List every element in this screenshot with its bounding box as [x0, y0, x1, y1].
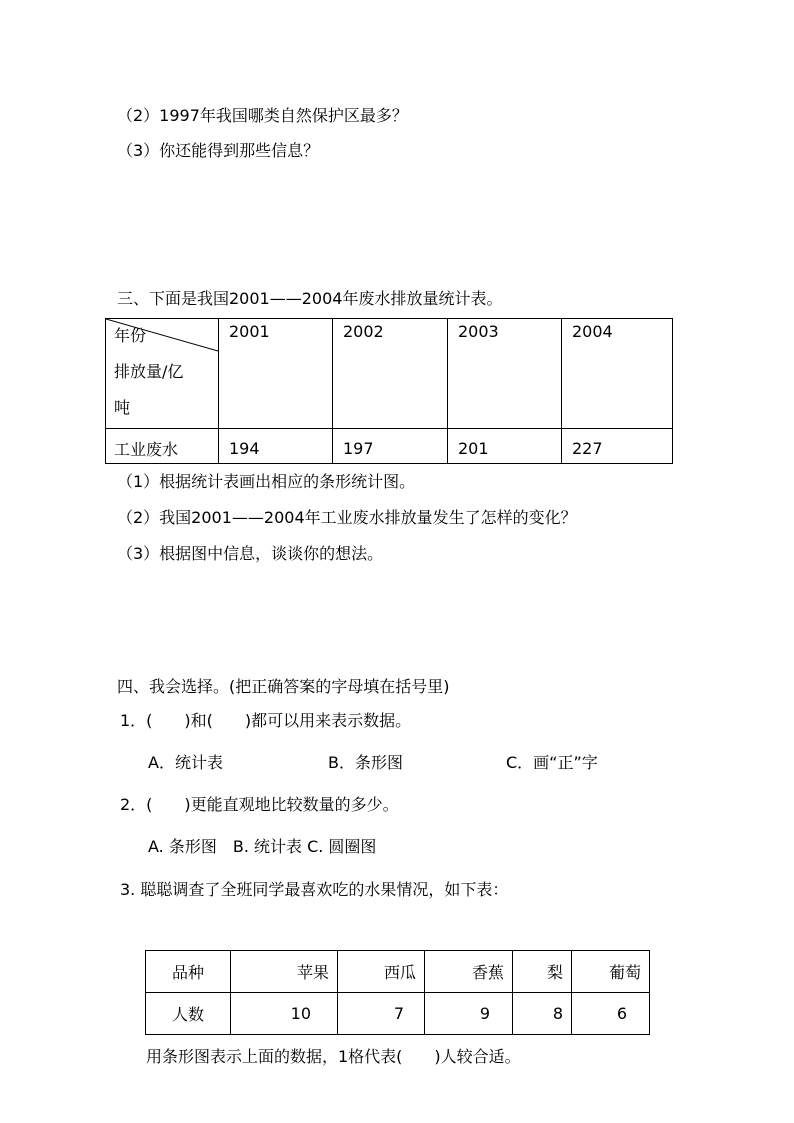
count-cell: 6 — [572, 993, 650, 1035]
section-3-title: 三、下面是我国2001——2004年废水排放量统计表。 — [117, 289, 503, 308]
question-2-2: （2）1997年我国哪类自然保护区最多？ — [117, 106, 408, 125]
row-label: 工业废水 — [106, 429, 219, 464]
header-label: 品种 — [146, 951, 231, 993]
fruit-table — [145, 950, 650, 1035]
question-4-2: 2．( )更能直观地比较数量的多少。 — [120, 795, 399, 814]
fruit-cell: 西瓜 — [338, 951, 425, 993]
header-amount-label: 排放量/亿 — [114, 362, 184, 381]
count-cell: 9 — [425, 993, 513, 1035]
question-4-3: 3. 聪聪调查了全班同学最喜欢吃的水果情况，如下表： — [120, 880, 509, 899]
row-label: 人数 — [146, 993, 231, 1035]
value-cell: 197 — [333, 429, 448, 464]
fruit-cell: 苹果 — [231, 951, 338, 993]
header-year-label: 年份 — [114, 326, 147, 345]
fruit-cell: 梨 — [513, 951, 572, 993]
count-cell: 10 — [231, 993, 338, 1035]
header-cell — [106, 319, 219, 429]
question-4-2-options: A. 条形图 B. 统计表 C. 圆圈图 — [148, 837, 377, 856]
year-cell: 2004 — [562, 319, 673, 429]
wastewater-table — [105, 318, 673, 464]
fruit-cell: 葡萄 — [572, 951, 650, 993]
value-cell: 194 — [219, 429, 333, 464]
section-4-title: 四、我会选择。(把正确答案的字母填在括号里) — [117, 677, 450, 696]
question-4-1: 1．( )和( )都可以用来表示数据。 — [120, 711, 412, 730]
count-cell: 7 — [338, 993, 425, 1035]
header-amount-unit: 吨 — [114, 398, 131, 417]
option-a: A．统计表 — [148, 753, 223, 772]
value-cell: 201 — [448, 429, 562, 464]
year-cell: 2003 — [448, 319, 562, 429]
option-c: C．画“正”字 — [506, 753, 598, 772]
count-cell: 8 — [513, 993, 572, 1035]
year-cell: 2001 — [219, 319, 333, 429]
question-3-1: （1）根据统计表画出相应的条形统计图。 — [117, 472, 416, 491]
option-b: B．条形图 — [328, 753, 403, 772]
fruit-cell: 香蕉 — [425, 951, 513, 993]
value-cell: 227 — [562, 429, 673, 464]
question-4-3-tail: 用条形图表示上面的数据，1格代表( )人较合适。 — [146, 1047, 521, 1066]
question-2-3: （3）你还能得到那些信息？ — [117, 141, 320, 160]
question-3-3: （3）根据图中信息，谈谈你的想法。 — [117, 544, 384, 563]
question-3-2: （2）我国2001——2004年工业废水排放量发生了怎样的变化？ — [117, 508, 577, 527]
year-cell: 2002 — [333, 319, 448, 429]
